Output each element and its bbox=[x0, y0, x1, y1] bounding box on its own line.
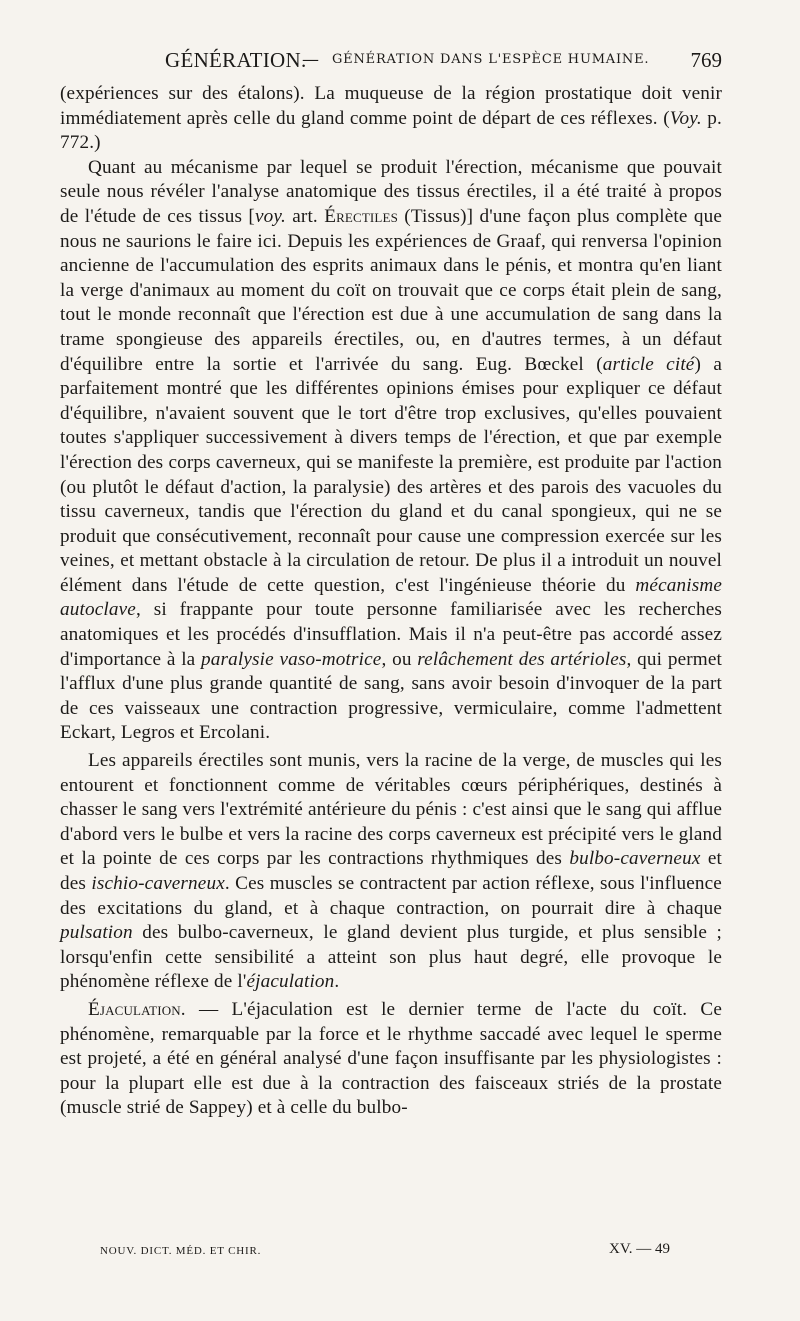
text-run: ischio-caverneux bbox=[91, 873, 225, 894]
text-run: pulsation bbox=[60, 922, 133, 944]
paragraph-3 bbox=[60, 749, 722, 995]
text-run: (expériences sur des étalons). La muqueuse de la région prostatique doit venir immédiatement après celle du gland comme point de départ de ces réflexes. ( bbox=[60, 83, 722, 129]
text-run: Quant au mécanisme par lequel se produit l'érection, mécanisme que pouvait seule nous révéler l'analyse anatomique des tissus érectiles, il a été traité à propos de l'étude de ces tissus [ bbox=[60, 156, 722, 227]
text-run: . bbox=[334, 971, 340, 993]
running-head-separator: — bbox=[302, 50, 319, 70]
running-head-subtitle: GÉNÉRATION DANS L'ESPÈCE HUMAINE. bbox=[332, 52, 650, 67]
text-run: et des bbox=[60, 848, 722, 894]
book-page bbox=[60, 44, 722, 1121]
text-run: — L'éjaculation est le dernier terme de l'acte du coït. Ce phénomène, remarquable par la force et le rhythme saccadé avec lequel le sperme est projeté, a été en général analysé d'une façon insuffisante par les physiologistes : pour la plupart elle est due à la contraction des faisceaux striés de la prostate (muscle strié de Sappey) et à celle du bulbo- bbox=[60, 998, 722, 1119]
text-run: Voy. bbox=[669, 107, 702, 129]
text-run: art. bbox=[285, 205, 325, 227]
text-run: , qui permet l'afflux d'une plus grande quantité de sang, sans avoir besoin d'invoquer de la part de ces vaisseaux une contraction progressive, vermiculaire, comme l'admettent Eckart, Legros et Ercolani. bbox=[60, 648, 723, 744]
footer-volume-sheet: XV. — 49 bbox=[609, 1241, 670, 1257]
paragraph-2 bbox=[60, 156, 722, 746]
text-run: mécanisme autoclave bbox=[60, 574, 722, 621]
text-run: Éjaculation. bbox=[88, 998, 186, 1020]
text-run: , si frappante pour toute personne familiarisée avec les recherches anatomiques et les procédés d'insufflation. Mais il n'a peut-être pas accordé assez d'importance à la bbox=[60, 599, 722, 670]
paragraph-1 bbox=[60, 82, 722, 156]
text-run: ) a parfaitement montré que les différentes opinions émises pour expliquer ce défaut d'équilibre, n'avaient souvent que le tort d'être trop exclusives, qu'elles pouvaient toutes s'appliquer successivement à divers temps de l'érection, et que par exemple l'érection des corps caverneux, qui se manifeste la première, est produite par l'action (ou plutôt le défaut d'action, la paralysie) des artères et des parois des vacuoles du tissu caverneux, tandis que l'érection du gland et du canal spongieux, qui ne se produit que consécutivement, reconnaît pour cause une compression exercée sur les veines, et mettant obstacle à la circulation de retour. De plus il a introduit un nouvel élément dans l'étude de cette question, c'est l'ingénieuse théorie du bbox=[60, 353, 722, 596]
text-run: relâchement des artérioles bbox=[417, 648, 627, 670]
text-run: . Ces muscles se contractent par action réflexe, sous l'influence des excitations du gland, et à chaque contraction, on pourrait dire à chaque bbox=[60, 873, 722, 919]
body-text bbox=[60, 82, 722, 1121]
page-number: 769 bbox=[690, 48, 722, 72]
text-run: paralysie vaso-motrice bbox=[201, 648, 382, 670]
text-run: bulbo-caverneux bbox=[569, 848, 701, 870]
text-run: p. 772.) bbox=[60, 107, 722, 154]
text-run: des bulbo-caverneux, le gland devient plus turgide, et plus sensible ; lorsqu'enfin cette sensibilité a atteint son plus haut degré, elle provoque le phénomène réflexe de l' bbox=[60, 922, 722, 993]
text-run: voy. bbox=[254, 205, 286, 227]
text-run: Les appareils érectiles sont munis, vers la racine de la verge, de muscles qui les entourent et fonctionnent comme de véritables cœurs périphériques, destinés à chasser le sang vers l'extrémité antérieure du pénis : c'est ainsi que le sang qui afflue d'abord vers le bulbe et vers la racine des corps caverneux est précipité vers le gland et la pointe de ces corps par les contractions rhythmiques des bbox=[60, 750, 722, 870]
running-head bbox=[60, 44, 722, 78]
paragraph-4-ejaculation bbox=[60, 998, 722, 1121]
text-run: , ou bbox=[381, 648, 418, 670]
text-run: article cité bbox=[602, 353, 695, 375]
footer-signature: NOUV. DICT. MÉD. ET CHIR. bbox=[100, 1245, 262, 1257]
running-head-title: GÉNÉRATION. bbox=[165, 48, 307, 72]
text-run: (Tissus)] d'une façon plus complète que nous ne saurions le faire ici. Depuis les expériences de Graaf, qui renversa l'opinion ancienne de l'accumulation des esprits animaux dans le pénis, et montra qu'en liant la verge d'animaux au moment du coït on trouvait que ce corps était plein de sang, tout le monde reconnaît que l'érection est due à une accumulation de sang dans la trame spongieuse des appareils érectiles, ou, en d'autres termes, à un défaut d'équilibre entre la sortie et l'arrivée du sang. Eug. Bœckel ( bbox=[60, 205, 722, 375]
text-run: éjaculation bbox=[246, 971, 335, 993]
text-run: Érectiles bbox=[324, 205, 398, 227]
